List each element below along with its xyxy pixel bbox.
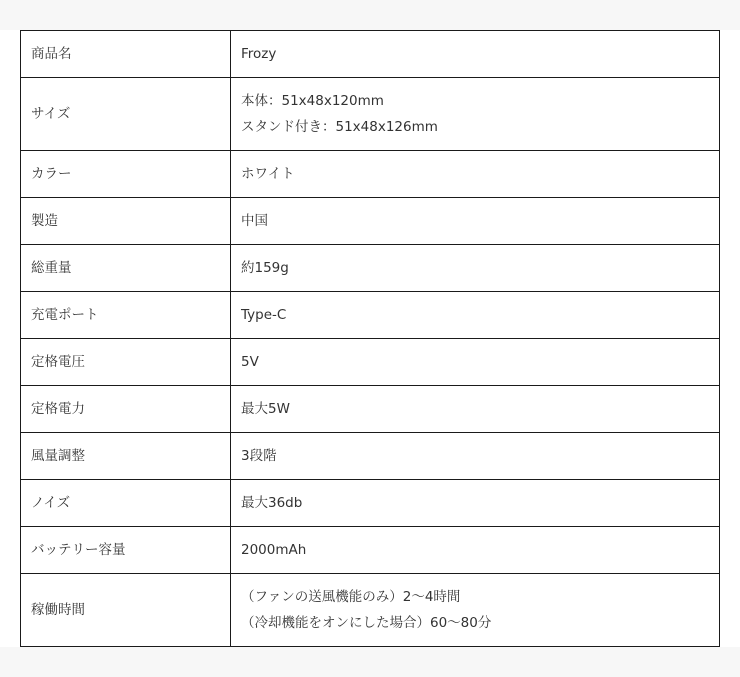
value-line: スタンド付き：51x48x126mm: [241, 119, 438, 135]
row-value: [231, 78, 720, 151]
value-line: 最大5W: [241, 401, 290, 417]
row-label: バッテリー容量: [21, 527, 231, 574]
table-row: [21, 339, 720, 386]
row-label: 定格電力: [21, 386, 231, 433]
row-value: [231, 31, 720, 78]
value-line: 3段階: [241, 448, 277, 464]
row-label: 充電ポート: [21, 292, 231, 339]
value-line: 2000mAh: [241, 542, 307, 558]
row-label: カラー: [21, 151, 231, 198]
row-value: [231, 151, 720, 198]
spec-table: [20, 30, 720, 647]
row-label: 風量調整: [21, 433, 231, 480]
table-row: [21, 527, 720, 574]
value-line: 5V: [241, 354, 259, 370]
value-line: 本体：51x48x120mm: [241, 93, 384, 109]
value-line: 最大36db: [241, 495, 303, 511]
value-line: Type-C: [241, 307, 287, 323]
value-line: （ファンの送風機能のみ）2〜4時間: [241, 589, 461, 605]
row-label: 商品名: [21, 31, 231, 78]
row-value: [231, 527, 720, 574]
row-label: ノイズ: [21, 480, 231, 527]
row-label: サイズ: [21, 78, 231, 151]
table-row: [21, 198, 720, 245]
table-row: [21, 31, 720, 78]
table-row: [21, 433, 720, 480]
row-label: 総重量: [21, 245, 231, 292]
table-row: [21, 292, 720, 339]
table-row: [21, 78, 720, 151]
row-value: [231, 433, 720, 480]
value-line: 中国: [241, 213, 268, 229]
value-line: ホワイト: [241, 166, 295, 182]
row-value: [231, 245, 720, 292]
row-label: 定格電圧: [21, 339, 231, 386]
row-value: [231, 198, 720, 245]
row-value: [231, 292, 720, 339]
row-label: 製造: [21, 198, 231, 245]
row-value: [231, 574, 720, 647]
table-row: [21, 151, 720, 198]
page-content: [0, 30, 740, 647]
value-line: （冷却機能をオンにした場合）60〜80分: [241, 615, 492, 631]
row-label: 稼働時間: [21, 574, 231, 647]
table-row: [21, 574, 720, 647]
value-line: Frozy: [241, 46, 277, 62]
row-value: [231, 386, 720, 433]
table-row: [21, 386, 720, 433]
value-line: 約159g: [241, 260, 289, 276]
row-value: [231, 480, 720, 527]
row-value: [231, 339, 720, 386]
table-row: [21, 480, 720, 527]
table-row: [21, 245, 720, 292]
